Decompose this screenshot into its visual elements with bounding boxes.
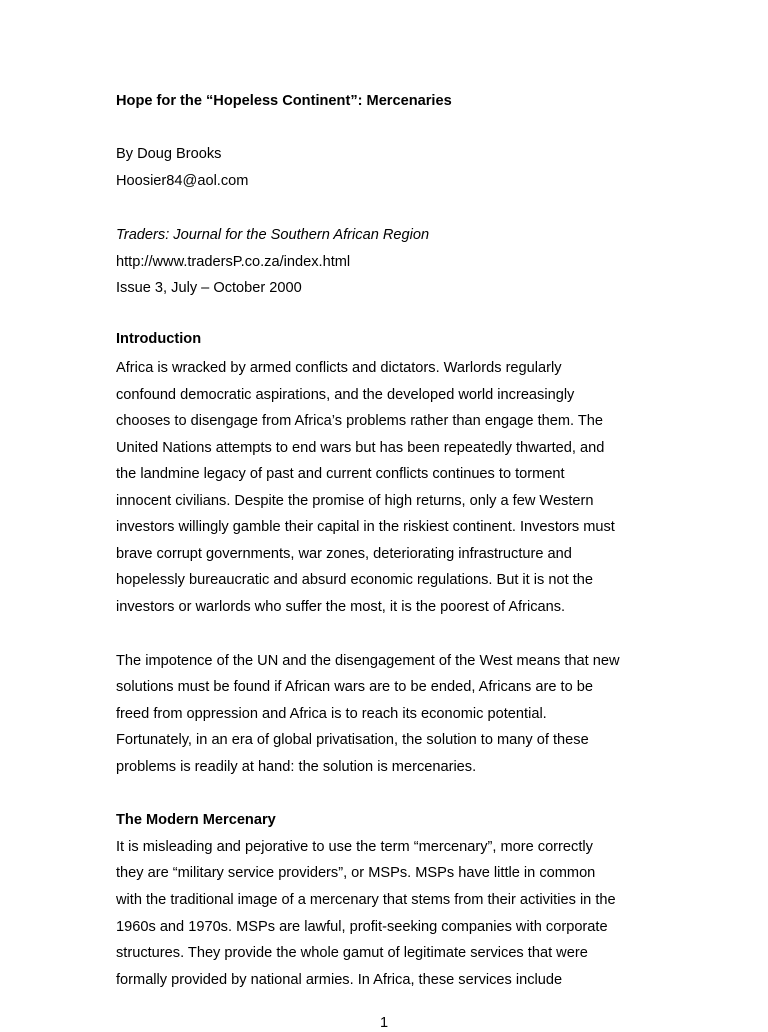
paragraph-line: investors or warlords who suffer the most, it is the poorest of Africans. [116,599,566,615]
publication-name: Traders: Journal for the Southern African Region [116,227,430,243]
paragraph-line: freed from oppression and Africa is to reach its economic potential. [116,706,547,722]
paragraph-line: the landmine legacy of past and current conflicts continues to torment [116,466,565,482]
paragraph-line: solutions must be found if African wars are to be ended, Africans are to be [116,679,594,695]
paragraph-line: Fortunately, in an era of global privatisation, the solution to many of these [116,732,589,748]
paragraph-line: innocent civilians. Despite the promise of high returns, only a few Western [116,493,594,509]
author-byline: By Doug Brooks [116,146,222,162]
publication-url: http://www.tradersP.co.za/index.html [116,254,351,270]
paragraph-line: brave corrupt governments, war zones, deteriorating infrastructure and [116,546,572,562]
paragraph-line: with the traditional image of a mercenary that stems from their activities in the [116,892,616,908]
paragraph-line: chooses to disengage from Africa’s problems rather than engage them. The [116,413,604,429]
section-heading-modern-mercenary: The Modern Mercenary [116,812,276,828]
paragraph-line: problems is readily at hand: the solution is mercenaries. [116,759,477,775]
paragraph-line: Africa is wracked by armed conflicts and dictators. Warlords regularly [116,360,562,376]
page-number: 1 [379,1015,389,1031]
paragraph-line: It is misleading and pejorative to use the term “mercenary”, more correctly [116,839,593,855]
paragraph-line: structures. They provide the whole gamut of legitimate services that were [116,945,588,961]
paragraph-line: The impotence of the UN and the disengagement of the West means that new [116,653,620,669]
paragraph-line: they are “military service providers”, or MSPs. MSPs have little in common [116,865,596,881]
document-title: Hope for the “Hopeless Continent”: Mercenaries [116,93,452,109]
author-email: Hoosier84@aol.com [116,173,249,189]
paragraph-line: 1960s and 1970s. MSPs are lawful, profit-seeking companies with corporate [116,919,608,935]
paragraph-line: hopelessly bureaucratic and absurd economic regulations. But it is not the [116,572,594,588]
paragraph-line: investors willingly gamble their capital in the riskiest continent. Investors must [116,519,615,535]
issue-info: Issue 3, July – October 2000 [116,280,302,296]
paragraph-line: formally provided by national armies. In Africa, these services include [116,972,563,988]
paragraph-line: confound democratic aspirations, and the developed world increasingly [116,387,575,403]
section-heading-introduction: Introduction [116,331,202,347]
paragraph-line: United Nations attempts to end wars but has been repeatedly thwarted, and [116,440,605,456]
